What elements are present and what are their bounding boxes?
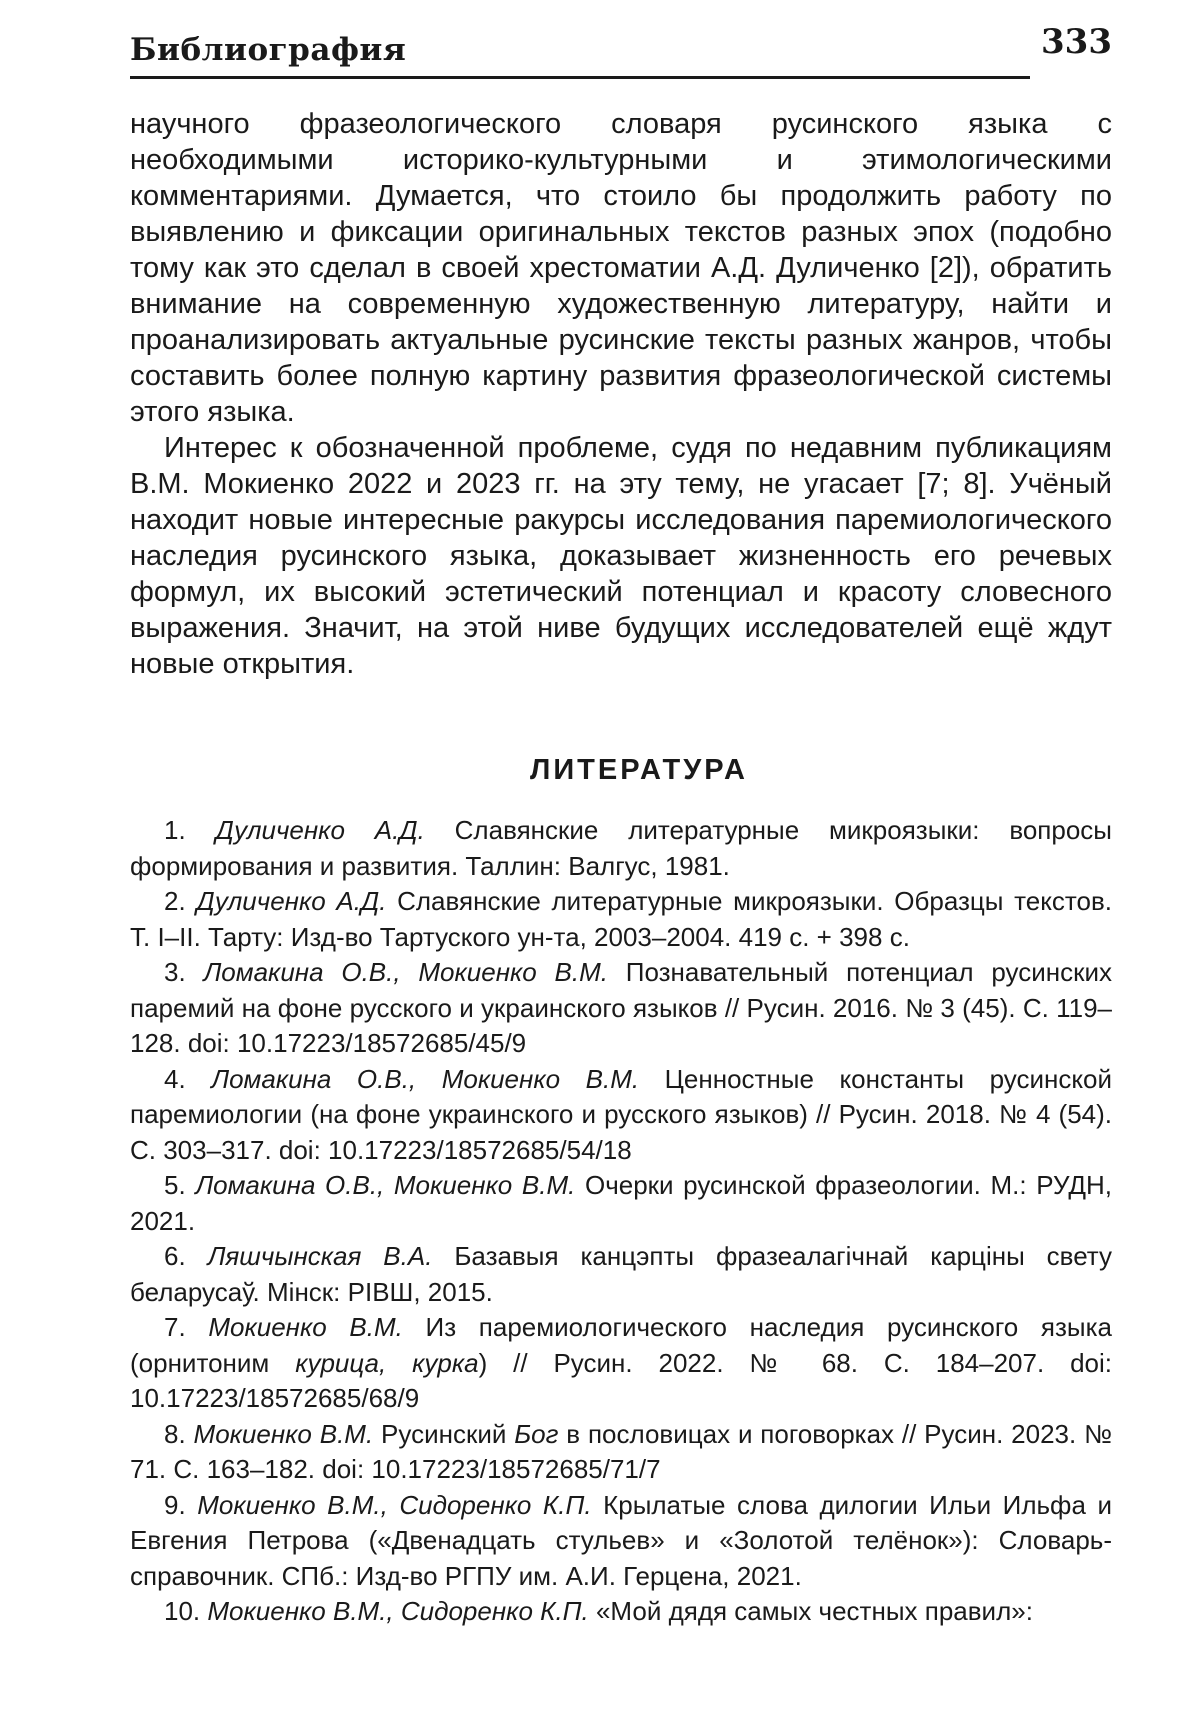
- reference-author: Дуличенко А.Д.: [196, 886, 387, 916]
- reference-number: 8.: [164, 1418, 186, 1449]
- paragraph: Интерес к обозначенной проблеме, судя по недавним публикациям В.М. Мокиенко 2022 и 2023 гг. на эту тему, не угасает [7; 8]. Учёный находит новые интересные ракурсы исследования паремиологического наследия русинского языка, доказывает жизненность его речевых формул, их высокий эстетический потенциал и красоту словесного выражения. Значит, на этой ниве будущих исследователей ещё ждут новые открытия.: [130, 432, 1112, 680]
- reference-number: 10.: [164, 1596, 201, 1626]
- reference-item: [130, 1168, 1112, 1239]
- reference-text: «Мой дядя самых честных правил»:: [595, 1596, 1033, 1626]
- reference-text: в пословицах и поговорках // Русин. 2023. № 71. С. 163–182. doi: 10.17223/18572685/71/7: [130, 1418, 1112, 1484]
- reference-author: Ляшчынская В.А.: [207, 1241, 433, 1271]
- reference-text: Из паремиологического наследия русинского языка (орнитоним: [130, 1312, 1112, 1378]
- reference-term: Бог: [514, 1418, 559, 1449]
- reference-item: [130, 1062, 1112, 1169]
- reference-author: Мокиенко В.М., Сидоренко К.П.: [207, 1596, 589, 1626]
- running-header: [130, 0, 1112, 80]
- reference-item: [130, 884, 1112, 955]
- reference-number: 7.: [164, 1312, 186, 1342]
- section-title: Библиография: [130, 32, 407, 68]
- reference-number: 6.: [164, 1241, 186, 1271]
- reference-number: 3.: [164, 957, 186, 987]
- book-page: [130, 0, 1112, 1630]
- reference-item: [130, 1239, 1112, 1310]
- main-text: [130, 106, 1112, 682]
- reference-number: 9.: [164, 1489, 186, 1520]
- reference-number: 5.: [164, 1170, 186, 1200]
- reference-item: [130, 1594, 1112, 1630]
- reference-author: Мокиенко В.М.: [208, 1312, 403, 1342]
- reference-text: ) // Русин. 2022. № 68. С. 184–207. doi: 10.17223/18572685/68/9: [130, 1347, 1112, 1413]
- reference-text: Крылатые слова дилогии Ильи Ильфа и Евгения Петрова («Двенадцать стульев» и «Золотой телёнок»): Словарь-справочник. СПб.: Изд-во РГПУ им. А.И. Герцена, 2021.: [130, 1489, 1112, 1591]
- reference-text: Базавыя канцэпты фразеалагічнай карціны свету беларусаў. Мінск: РІВШ, 2015.: [130, 1241, 1112, 1307]
- reference-item: [130, 955, 1112, 1062]
- reference-text: Очерки русинской фразеологии. М.: РУДН, 2021.: [130, 1170, 1112, 1236]
- page-number: 333: [1041, 22, 1112, 62]
- header-rule: [130, 76, 1030, 79]
- reference-item: [130, 1488, 1112, 1595]
- reference-text: Славянские литературные микроязыки: вопросы формирования и развития. Таллин: Валгус, 1981.: [130, 815, 1112, 881]
- paragraph: научного фразеологического словаря русинского языка с необходимыми историко-культурными и этимологическими комментариями. Думается, что стоило бы продолжить работу по выявлению и фиксации оригинальных текстов разных эпох (подобно тому как это сделал в своей хрестоматии А.Д. Дуличенко [2]), обратить внимание на современную художественную литературу, найти и проанализировать актуальные русинские тексты разных жанров, чтобы составить более полную картину развития фразеологической системы этого языка.: [130, 108, 1112, 428]
- reference-list: [130, 813, 1112, 1630]
- reference-author: Мокиенко В.М., Сидоренко К.П.: [197, 1489, 592, 1520]
- reference-term: курица, курка: [295, 1347, 479, 1378]
- reference-item: [130, 1417, 1112, 1488]
- reference-text: Русинский: [381, 1418, 507, 1449]
- reference-author: Ломакина О.В., Мокиенко В.М.: [195, 1170, 576, 1200]
- reference-author: Ломакина О.В., Мокиенко В.М.: [203, 957, 608, 987]
- reference-author: Мокиенко В.М.: [193, 1418, 374, 1449]
- reference-item: [130, 813, 1112, 884]
- reference-author: Ломакина О.В., Мокиенко В.М.: [211, 1063, 640, 1094]
- reference-text: Славянские литературные микроязыки. Образцы текстов. Т. I–II. Тарту: Изд-во Тартуского ун-та, 2003–2004. 419 с. + 398 с.: [130, 886, 1112, 952]
- reference-number: 2.: [164, 886, 186, 916]
- reference-number: 4.: [164, 1063, 186, 1094]
- reference-text: Познавательный потенциал русинских паремий на фоне русского и украинского языков // Русин. 2016. № 3 (45). С. 119–128. doi: 10.17223/18572685/45/9: [130, 957, 1112, 1058]
- reference-text: Ценностные константы русинской паремиологии (на фоне украинского и русского языков) // Русин. 2018. № 4 (54). С. 303–317. doi: 10.17223/18572685/54/18: [130, 1063, 1112, 1165]
- reference-author: Дуличенко А.Д.: [215, 815, 425, 845]
- literature-heading: ЛИТЕРАТУРА: [529, 754, 749, 786]
- reference-item: [130, 1310, 1112, 1417]
- reference-number: 1.: [164, 815, 186, 845]
